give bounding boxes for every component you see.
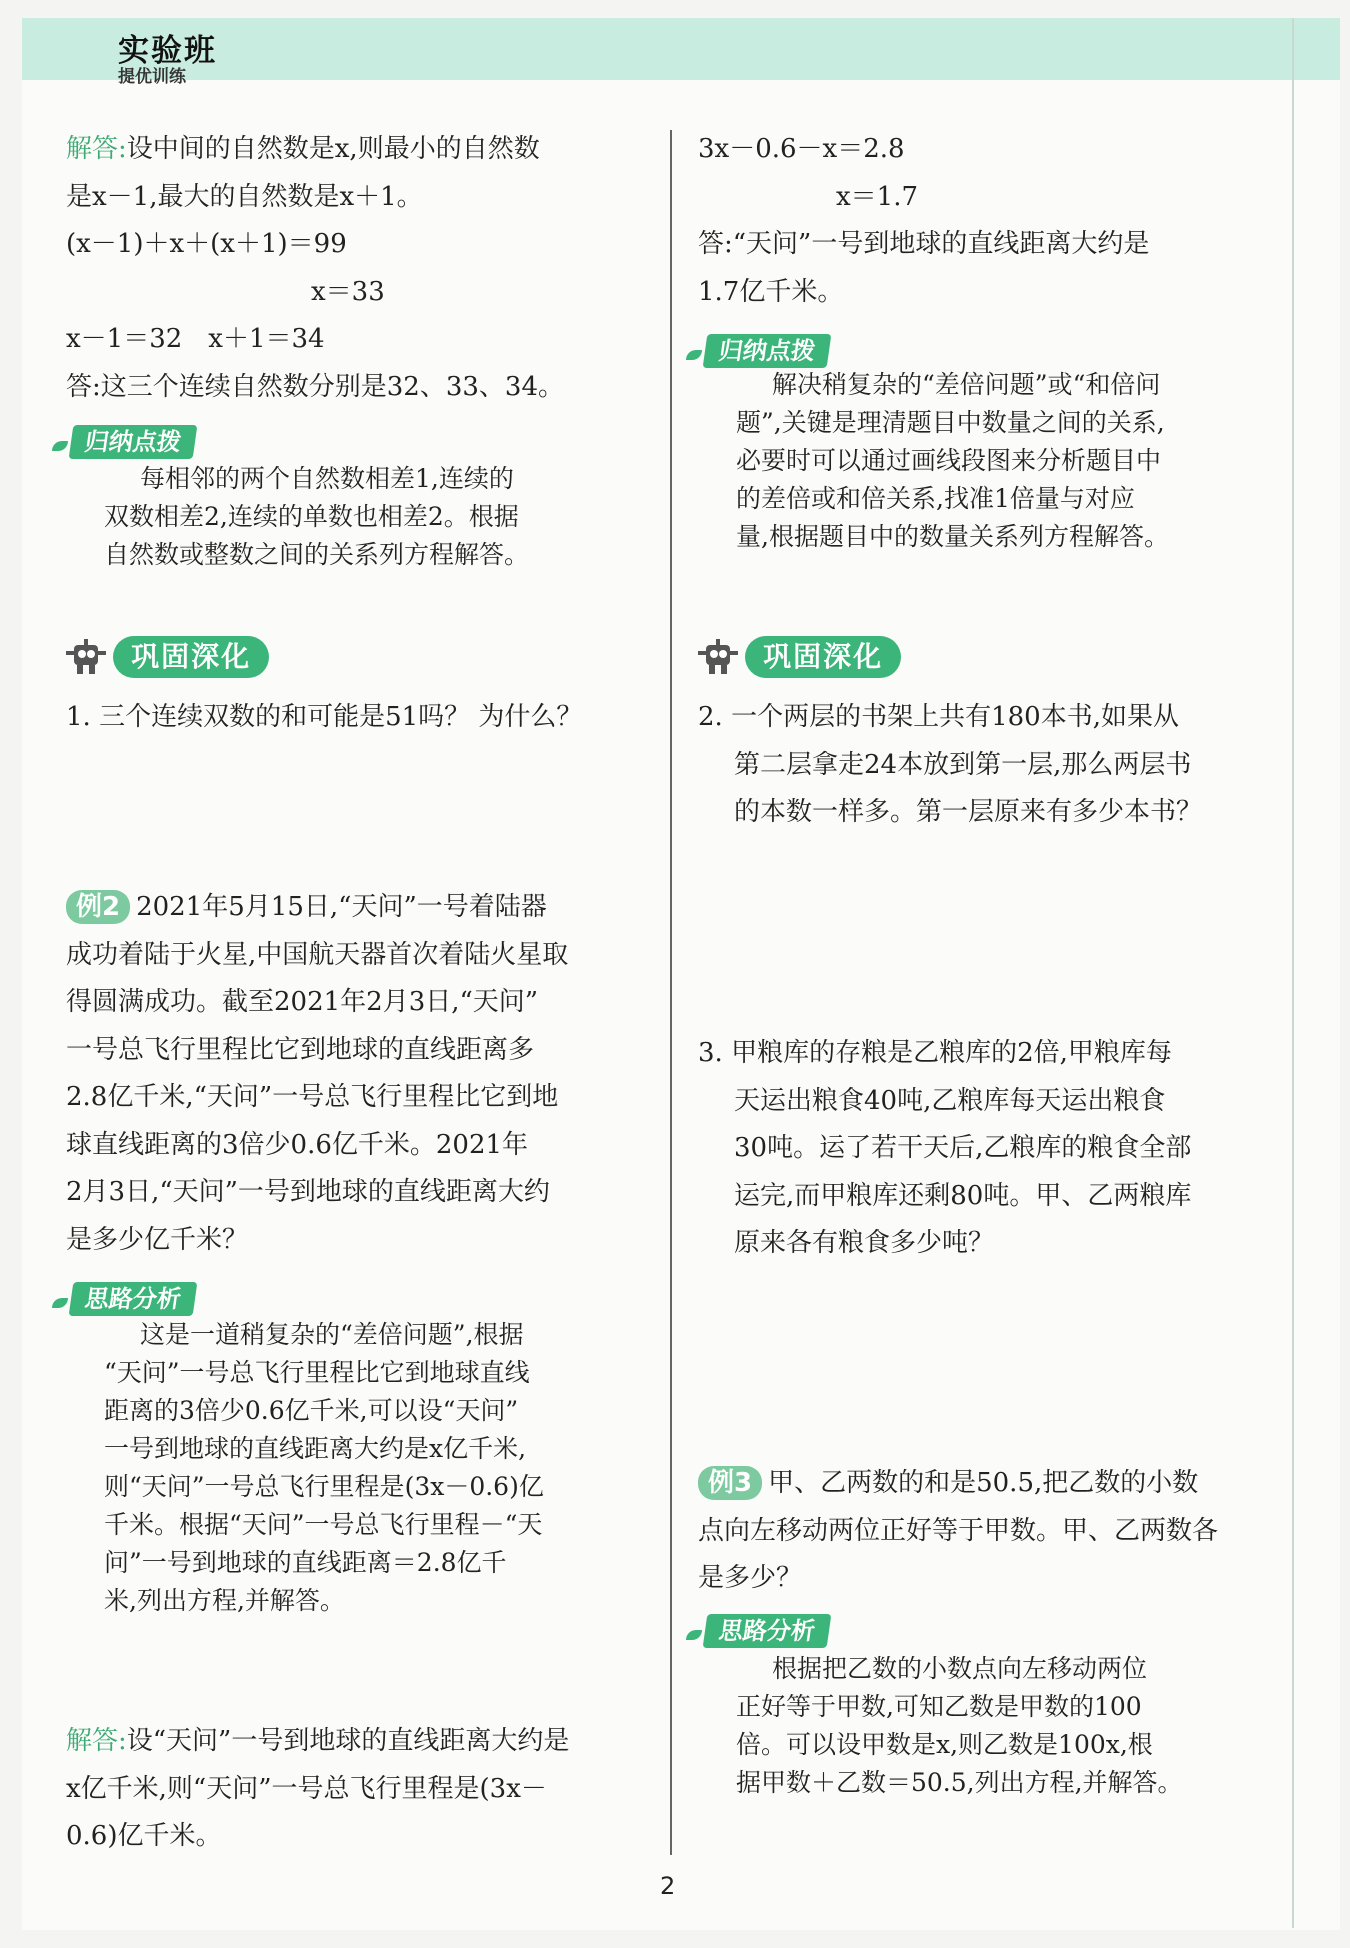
right-solution-continued: [698, 126, 1288, 316]
solution-text: x亿千米,则“天问”一号总飞行里程是(3x－: [66, 1773, 547, 1804]
tip-line: 这是一道稍复杂的“差倍问题”,根据: [140, 1320, 524, 1349]
tip-line: 每相邻的两个自然数相差1,连续的: [140, 464, 514, 493]
tip-line: 正好等于甲数,可知乙数是甲数的100: [736, 1692, 1142, 1721]
tip-line: 根据把乙数的小数点向左移动两位: [772, 1654, 1148, 1683]
tip-line: 米,列出方程,并解答。: [104, 1586, 345, 1615]
brand-subtitle: 提优训练: [118, 67, 186, 87]
example-text: 2.8亿千米,“天问”一号总飞行里程比它到地: [66, 1082, 559, 1112]
example-text: 2月3日,“天问”一号到地球的直线距离大约: [66, 1177, 550, 1207]
answer-text: 答:这三个连续自然数分别是32、33、34。: [66, 371, 565, 402]
page-number: 2: [660, 1872, 676, 1900]
tip-line: 解决稍复杂的“差倍问题”或“和倍问: [772, 370, 1161, 399]
tip-line: 一号到地球的直线距离大约是x亿千米,: [104, 1434, 527, 1463]
example-badge: 例3: [698, 1466, 762, 1500]
answer-text: 1.7亿千米。: [698, 276, 844, 307]
solution-text: 设“天问”一号到地球的直线距离大约是: [126, 1726, 570, 1756]
equation: x＝33: [311, 276, 385, 307]
equation: x－1＝32 x＋1＝34: [66, 324, 325, 354]
solution-label: 解答:: [66, 1726, 127, 1756]
question-text: 2. 一个两层的书架上共有180本书,如果从: [698, 702, 1179, 732]
summary-tag: [686, 334, 829, 370]
example-badge: 例2: [66, 890, 130, 924]
tip-line: 距离的3倍少0.6亿千米,可以设“天问”: [104, 1396, 519, 1425]
example-3: [698, 1460, 1288, 1603]
question-text: 的本数一样多。第一层原来有多少本书？: [734, 797, 1203, 827]
example-text: 成功着陆于火星,中国航天器首次着陆火星取: [66, 939, 569, 970]
example-text: 点向左移动两位正好等于甲数。甲、乙两数各: [698, 1515, 1219, 1546]
summary-box: [736, 366, 1276, 556]
tip-line: 倍。可以设甲数是x,则乙数是100x,根: [736, 1730, 1153, 1759]
left-solution-1: [66, 126, 656, 411]
robot-icon: [696, 637, 740, 677]
solution-text: 设中间的自然数是x,则最小的自然数: [126, 134, 540, 164]
question-3: [698, 1030, 1288, 1268]
summary-tag: [52, 425, 195, 461]
question-text: 运完,而甲粮库还剩80吨。甲、乙两粮库: [734, 1180, 1192, 1211]
equation: x＝1.7: [836, 181, 919, 212]
tip-line: 问”一号到地球的直线距离＝2.8亿千: [104, 1548, 507, 1577]
solution-text: 0.6)亿千米。: [66, 1821, 222, 1851]
leaf-icon: [686, 350, 702, 360]
page-edge-line: [1292, 18, 1294, 1928]
analysis-box: [736, 1650, 1276, 1802]
question-text: 30吨。运了若干天后,乙粮库的粮食全部: [734, 1133, 1192, 1163]
tip-line: 千米。根据“天问”一号总飞行里程－“天: [104, 1510, 543, 1539]
summary-tag-label: 归纳点拨: [69, 425, 198, 459]
summary-tag-label: 归纳点拨: [703, 334, 832, 368]
equation: (x－1)＋x＋(x＋1)＝99: [66, 229, 347, 259]
practice-label: 巩固深化: [745, 636, 901, 678]
practice-heading: [696, 636, 901, 686]
leaf-icon: [52, 441, 68, 451]
brand-logo: [118, 34, 217, 86]
analysis-tag-label: 思路分析: [69, 1282, 198, 1316]
header-band: [22, 18, 1340, 80]
example-text: 是多少亿千米？: [66, 1224, 249, 1255]
analysis-tag: [52, 1282, 195, 1318]
tip-line: 必要时可以通过画线段图来分析题目中: [736, 446, 1162, 475]
practice-heading: [64, 636, 269, 686]
tip-line: “天问”一号总飞行里程比它到地球直线: [104, 1358, 530, 1387]
leaf-icon: [52, 1298, 68, 1308]
robot-icon: [64, 637, 108, 677]
question-1: [66, 694, 656, 742]
question-text: 原来各有粮食多少吨？: [734, 1228, 995, 1258]
column-divider: [670, 130, 672, 1855]
analysis-box: [104, 1316, 644, 1620]
left-solution-2: [66, 1718, 656, 1861]
tip-line: 的差倍或和倍关系,找准1倍量与对应: [736, 484, 1135, 513]
example-text: 得圆满成功。截至2021年2月3日,“天问”: [66, 987, 539, 1017]
tip-line: 自然数或整数之间的关系列方程解答。: [104, 540, 530, 569]
leaf-icon: [686, 1630, 702, 1640]
tip-line: 量,根据题目中的数量关系列方程解答。: [736, 522, 1169, 551]
analysis-tag-label: 思路分析: [703, 1614, 832, 1648]
answer-text: 答:“天问”一号到地球的直线距离大约是: [698, 229, 1150, 259]
tip-line: 据甲数＋乙数＝50.5,列出方程,并解答。: [736, 1768, 1183, 1797]
example-2: [66, 884, 656, 1264]
question-text: 第二层拿走24本放到第一层,那么两层书: [734, 749, 1192, 780]
practice-label: 巩固深化: [113, 636, 269, 678]
example-text: 2021年5月15日,“天问”一号着陆器: [136, 892, 547, 922]
equation: 3x－0.6－x＝2.8: [698, 134, 905, 164]
example-text: 球直线距离的3倍少0.6亿千米。2021年: [66, 1129, 529, 1160]
tip-line: 双数相差2,连续的单数也相差2。根据: [104, 502, 519, 531]
question-text: 3. 甲粮库的存粮是乙粮库的2倍,甲粮库每: [698, 1038, 1172, 1068]
question-2: [698, 694, 1288, 837]
example-text: 甲、乙两数的和是50.5,把乙数的小数: [768, 1468, 1199, 1498]
tip-line: 题”,关键是理清题目中数量之间的关系,: [736, 408, 1165, 437]
summary-box: [104, 460, 644, 574]
example-text: 是多少？: [698, 1563, 803, 1593]
brand-title: 实验班: [118, 33, 217, 69]
tip-line: 则“天问”一号总飞行里程是(3x－0.6)亿: [104, 1472, 544, 1501]
solution-text: 是x－1,最大的自然数是x＋1。: [66, 181, 423, 212]
analysis-tag: [686, 1614, 829, 1650]
example-text: 一号总飞行里程比它到地球的直线距离多: [66, 1034, 535, 1065]
solution-label: 解答:: [66, 134, 127, 164]
question-text: 1. 三个连续双数的和可能是51吗？ 为什么？: [66, 702, 583, 732]
question-text: 天运出粮食40吨,乙粮库每天运出粮食: [734, 1085, 1166, 1116]
